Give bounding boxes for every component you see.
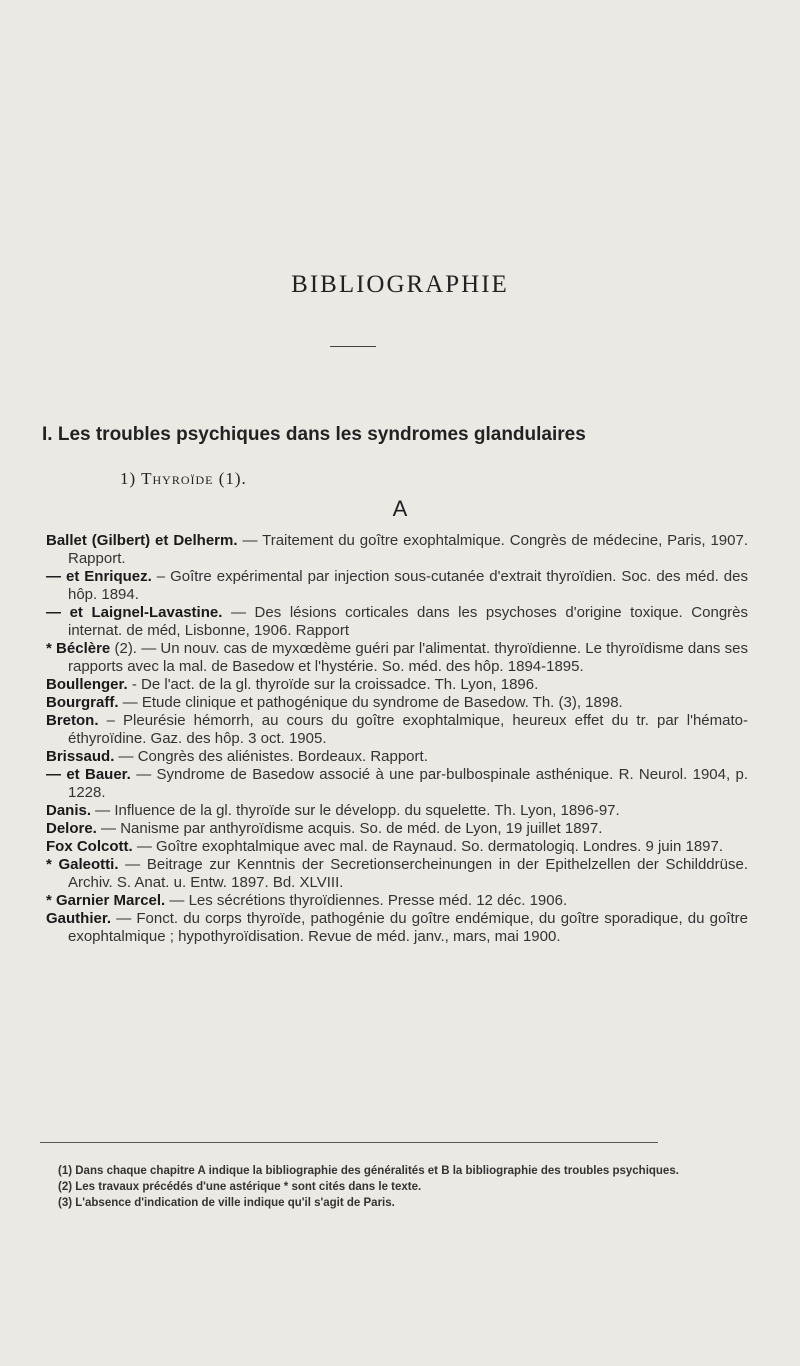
entry-text: - De l'act. de la gl. thyroïde sur la croissadce. Th. Lyon, 1896. — [127, 676, 539, 693]
entry-text: (2). — Un nouv. cas de myxœdème guéri par l'alimentat. thyroïdienne. Le thyroïdisme dans ses rapports avec la mal. de Basedow et l'hystérie. So. méd. des hôp. 1894-1895. — [68, 640, 748, 675]
entry-author: Boullenger. — [46, 676, 128, 693]
entry-author: Bourgraff. — [46, 694, 119, 711]
entry-author: — et Bauer. — [46, 766, 131, 783]
entry-author: * Béclère — [46, 640, 111, 657]
entry-text: — Les sécrétions thyroïdiennes. Presse méd. 12 déc. 1906. — [165, 892, 568, 909]
page-title: BIBLIOGRAPHIE — [291, 271, 509, 298]
entry-author: * Garnier Marcel. — [46, 892, 166, 909]
entry-text: — Syndrome de Basedow associé à une par-bulbospinale asthénique. R. Neurol. 1904, p. 1228. — [68, 766, 748, 801]
entry-author: * Galeotti. — [46, 856, 119, 873]
entry-author: Danis. — [46, 802, 92, 819]
entry-author: Brissaud. — [46, 748, 115, 765]
entry-text: — Influence de la gl. thyroïde sur le développ. du squelette. Th. Lyon, 1896-97. — [91, 802, 620, 819]
entry-text: — Traitement du goître exophtalmique. Congrès de médecine, Paris, 1907. Rapport. — [68, 532, 748, 567]
entry-text: — Congrès des aliénistes. Bordeaux. Rapport. — [114, 748, 428, 765]
entry-text: — Nanisme par anthyroïdisme acquis. So. de méd. de Lyon, 19 juillet 1897. — [96, 820, 603, 837]
footnote: (2) Les travaux précédés d'une astérique * sont cités dans le texte. — [58, 1181, 422, 1193]
bibliography-entry — [46, 532, 748, 568]
bibliography-entry — [46, 802, 748, 820]
entry-author: Fox Colcott. — [46, 838, 133, 855]
entry-text: — Goître exophtalmique avec mal. de Raynaud. So. dermatologiq. Londres. 9 juin 1897. — [132, 838, 724, 855]
entry-text: — Fonct. du corps thyroïde, pathogénie du goître endémique, du goître sporadique, du goître exophtalmique ; hypothyroïdisation. Revue de méd. janv., mars, mai 1900. — [68, 910, 748, 945]
bibliography-entry — [46, 820, 748, 838]
entry-text: – Goître expérimental par injection sous-cutanée d'extrait thyroïdien. Soc. des méd. des hôp. 1894. — [68, 568, 748, 603]
bibliography-list — [46, 532, 748, 946]
bibliography-entry — [46, 676, 748, 694]
entry-author: Gauthier. — [46, 910, 112, 927]
subsection-heading: 1) Thyroïde (1). — [120, 469, 247, 488]
entry-text: – Pleurésie hémorrh, au cours du goître exophtalmique, heureux effet du tr. par l'hémato-éthyroïdine. Gaz. des hôp. 3 oct. 1905. — [68, 712, 748, 747]
section-heading: I. Les troubles psychiques dans les syndromes glandulaires — [42, 424, 586, 445]
entry-author: Breton. — [46, 712, 99, 729]
bibliography-entry — [46, 640, 748, 676]
bibliography-entry — [46, 604, 748, 640]
entry-author: Ballet (Gilbert) et Delherm. — [46, 532, 238, 549]
footnote: (3) L'absence d'indication de ville indique qu'il s'agit de Paris. — [58, 1197, 395, 1209]
entry-text: — Etude clinique et pathogénique du syndrome de Basedow. Th. (3), 1898. — [118, 694, 623, 711]
bibliography-entry — [46, 838, 748, 856]
bibliography-entry — [46, 856, 748, 892]
entry-text: — Des lésions corticales dans les psychoses d'origine toxique. Congrès internat. de méd, Lisbonne, 1906. Rapport — [68, 604, 749, 639]
entry-author: — et Laignel-Lavastine. — [46, 604, 223, 621]
title-divider — [330, 346, 376, 347]
bibliography-entry — [46, 748, 748, 766]
bibliography-entry — [46, 910, 748, 946]
entry-author: Delore. — [46, 820, 97, 837]
bibliography-entry — [46, 568, 748, 604]
bibliography-entry — [46, 892, 748, 910]
footnote-divider — [40, 1142, 658, 1143]
entry-author: — et Enriquez. — [46, 568, 152, 585]
bibliography-entry — [46, 766, 748, 802]
footnote: (1) Dans chaque chapitre A indique la bibliographie des généralités et B la bibliographie des troubles psychiques. — [58, 1165, 679, 1177]
bibliography-entry — [46, 694, 748, 712]
bibliography-entry — [46, 712, 748, 748]
entry-text: — Beitrage zur Kenntnis der Secretionsercheinungen in der Epithelzellen der Schilddrüse. Archiv. S. Anat. u. Entw. 1897. Bd. XLVIII. — [68, 856, 749, 891]
footnotes — [46, 1163, 746, 1211]
section-letter: A — [392, 496, 408, 521]
